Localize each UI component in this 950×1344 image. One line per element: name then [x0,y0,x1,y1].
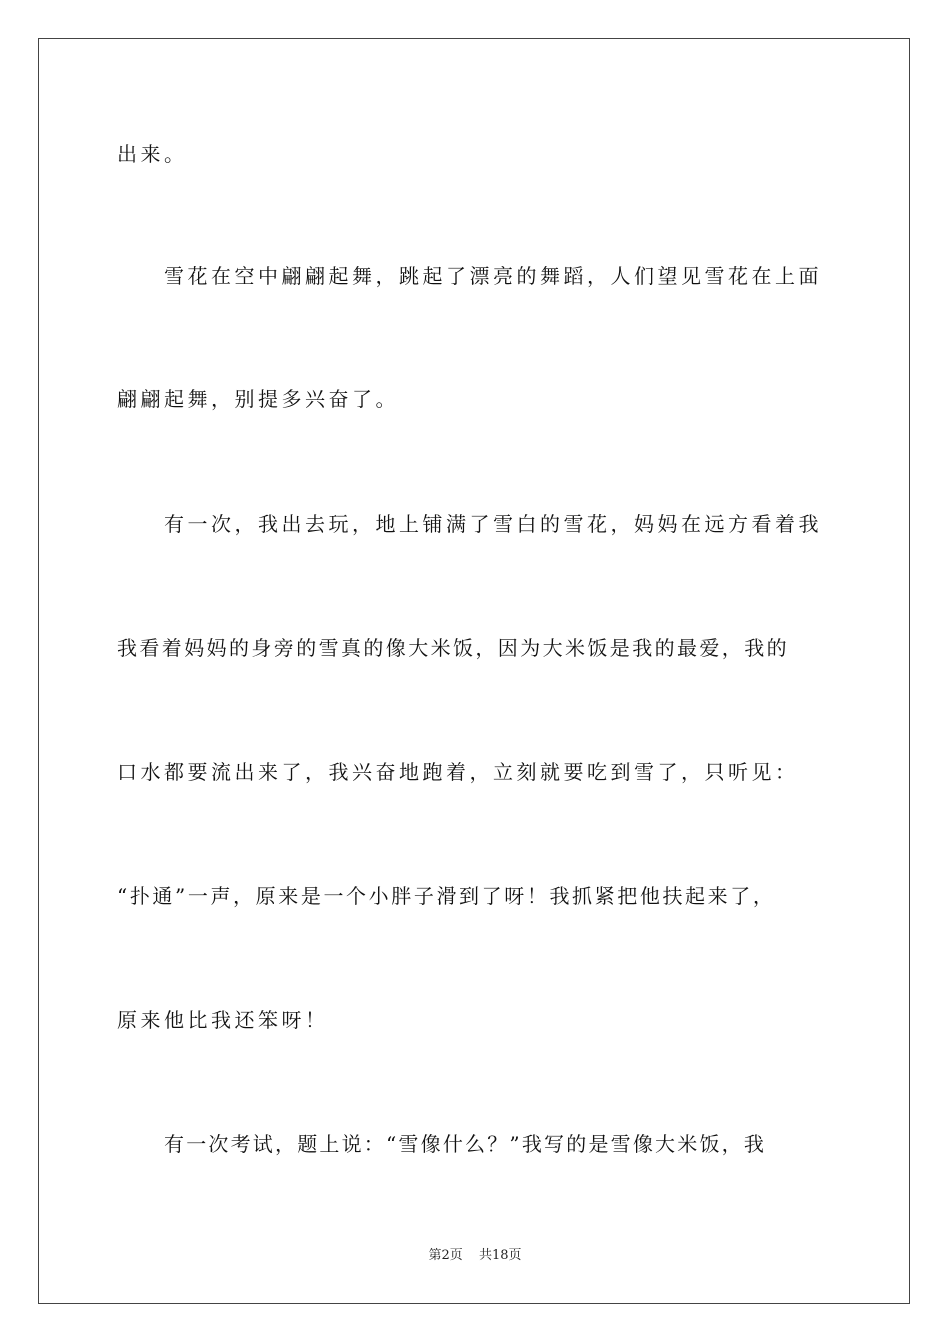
paragraph-first-line: 有一次，我出去玩，地上铺满了雪白的雪花，妈妈在远方看着我 [164,512,822,536]
page-number: 第2页 [428,1248,463,1263]
paragraph-first-line: 雪花在空中翩翩起舞，跳起了漂亮的舞蹈，人们望见雪花在上面 [164,264,822,288]
paragraph-first-line: 有一次考试，题上说：“雪像什么？”我写的是雪像大米饭，我 [164,1132,767,1156]
text-line: 翩翩起舞，别提多兴奋了。 [117,387,399,411]
text-line: 口水都要流出来了，我兴奋地跑着，立刻就要吃到雪了，只听见： [117,760,799,784]
text-line: 出来。 [117,142,188,166]
text-line: 原来他比我还笨呀！ [117,1008,329,1032]
page-border [38,38,910,1304]
page-total: 共18页 [478,1248,522,1263]
page-footer [0,1247,950,1265]
text-line: “扑通”一声，原来是一个小胖子滑到了呀！我抓紧把他扶起来了， [117,884,776,908]
text-line: 我看着妈妈的身旁的雪真的像大米饭，因为大米饭是我的最爱，我的 [117,636,789,660]
